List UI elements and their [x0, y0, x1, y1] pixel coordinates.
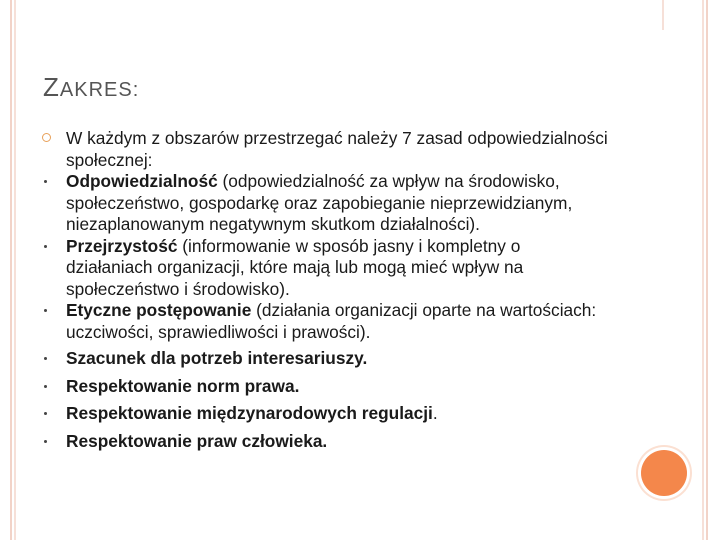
item-bold: Odpowiedzialność [66, 171, 218, 191]
intro-text: W każdym z obszarów przestrzegać należy 7 zasad odpowiedzialności społecznej: [66, 128, 608, 170]
slide-body [40, 128, 610, 452]
dot-bullet-icon [44, 309, 47, 312]
dot-bullet-icon [44, 440, 47, 443]
item-bold: Respektowanie międzynarodowych regulacji [66, 403, 433, 423]
list-item [40, 431, 610, 453]
title-initial: Z [43, 72, 60, 102]
intro-item [40, 128, 610, 171]
slide-title [43, 72, 139, 103]
item-bold: Respektowanie norm prawa. [66, 375, 300, 396]
title-rest: AKRES: [59, 79, 140, 101]
orange-circle-decoration [641, 450, 687, 496]
list-item [40, 376, 610, 398]
item-bold: Przejrzystość [66, 235, 178, 256]
dot-bullet-icon [44, 245, 47, 248]
list-item [40, 403, 610, 425]
list-item [40, 348, 610, 370]
item-bold: Respektowanie praw człowieka. [66, 430, 328, 451]
dot-bullet-icon [44, 357, 47, 360]
list-item [40, 236, 610, 301]
list-item [40, 300, 610, 343]
item-text: (działania organizacji oparte na wartościach: uczciwości, sprawiedliwości i prawości). [66, 300, 597, 342]
item-text: . [432, 403, 438, 423]
item-text: (odpowiedzialność za wpływ na środowisko, społeczeństwo, gospodarkę oraz zapobieganie nieprzewidzianym, niezaplanowanym negatywnym skutkom działalności). [66, 171, 573, 234]
list-item [40, 171, 610, 236]
dot-bullet-icon [44, 180, 47, 183]
item-text: (informowanie w sposób jasny i kompletny o działaniach organizacji, które mają lub mogą mieć wpływ na społeczeństwo i środowisko). [66, 235, 524, 299]
dot-bullet-icon [44, 412, 47, 415]
frame-tick-top [662, 0, 664, 30]
circle-bullet-icon [42, 133, 51, 142]
dot-bullet-icon [44, 385, 47, 388]
item-bold: Etyczne postępowanie [66, 300, 252, 320]
item-bold: Szacunek dla potrzeb interesariuszy. [66, 348, 368, 368]
